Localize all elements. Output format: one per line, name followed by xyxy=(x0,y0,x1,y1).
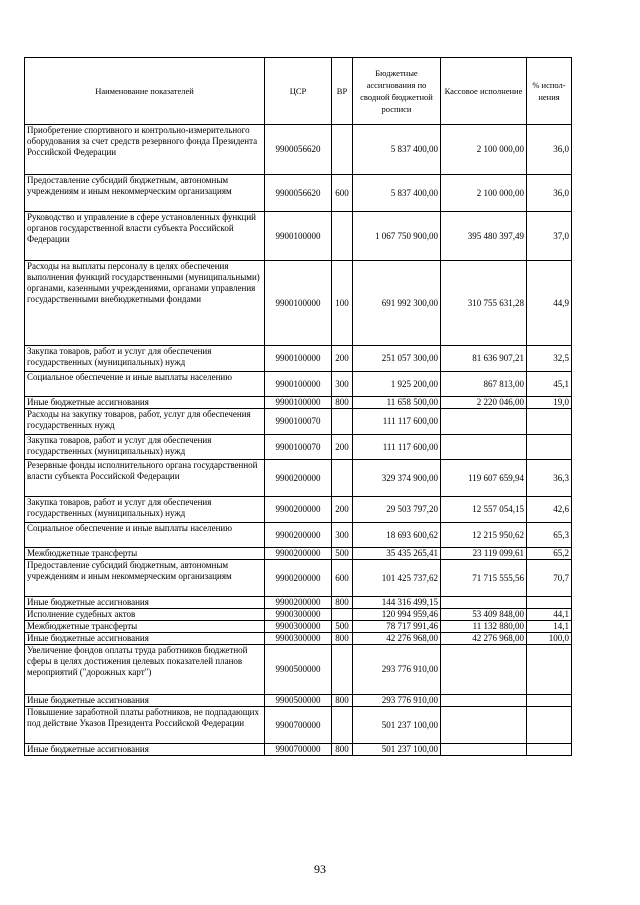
cell-vr: 600 xyxy=(332,175,353,212)
cell-csr: 9900100000 xyxy=(265,397,332,409)
cell-vr: 800 xyxy=(332,397,353,409)
cell-execution: 12 215 950,62 xyxy=(441,523,527,548)
cell-name: Руководство и управление в сфере установленных функций органов государственной власти субъекта Российской Федерации xyxy=(25,212,265,261)
cell-percent: 36,0 xyxy=(527,175,572,212)
cell-vr: 500 xyxy=(332,548,353,560)
cell-name: Резервные фонды исполнительного органа государственной власти субъекта Российской Федерации xyxy=(25,460,265,497)
cell-percent xyxy=(527,645,572,695)
table-row xyxy=(25,744,572,756)
cell-vr: 800 xyxy=(332,695,353,707)
cell-percent xyxy=(527,707,572,744)
cell-name: Расходы на закупку товаров, работ, услуг для обеспечения государственных нужд xyxy=(25,409,265,435)
page-number: 93 xyxy=(314,862,326,876)
cell-execution: 53 409 848,00 xyxy=(441,609,527,621)
cell-name: Предоставление субсидий бюджетным, автономным учреждениям и иным некоммерческим организациям xyxy=(25,560,265,597)
cell-name: Иные бюджетные ассигнования xyxy=(25,397,265,409)
cell-vr xyxy=(332,609,353,621)
cell-percent: 100,0 xyxy=(527,633,572,645)
cell-percent: 36,3 xyxy=(527,460,572,497)
cell-percent: 37,0 xyxy=(527,212,572,261)
cell-percent: 70,7 xyxy=(527,560,572,597)
cell-assignments: 78 717 991,46 xyxy=(353,621,441,633)
cell-assignments: 5 837 400,00 xyxy=(353,125,441,175)
cell-csr: 9900700000 xyxy=(265,707,332,744)
cell-percent xyxy=(527,744,572,756)
cell-assignments: 120 994 959,46 xyxy=(353,609,441,621)
cell-assignments: 501 237 100,00 xyxy=(353,707,441,744)
cell-csr: 9900700000 xyxy=(265,744,332,756)
cell-percent: 65,3 xyxy=(527,523,572,548)
cell-percent: 42,6 xyxy=(527,497,572,523)
cell-name: Исполнение судебных актов xyxy=(25,609,265,621)
table-row xyxy=(25,372,572,397)
cell-csr: 9900056620 xyxy=(265,125,332,175)
cell-vr xyxy=(332,645,353,695)
cell-csr: 9900500000 xyxy=(265,645,332,695)
cell-assignments: 1 067 750 900,00 xyxy=(353,212,441,261)
cell-percent xyxy=(527,695,572,707)
cell-execution: 12 557 054,15 xyxy=(441,497,527,523)
cell-percent xyxy=(527,435,572,460)
header-name: Наименование показателей xyxy=(25,58,265,125)
cell-assignments: 5 837 400,00 xyxy=(353,175,441,212)
table-row xyxy=(25,597,572,609)
table-row xyxy=(25,621,572,633)
cell-name: Увеличение фондов оплаты труда работников бюджетной сферы в целях достижения целевых показателей планов мероприятий ("дорожных карт") xyxy=(25,645,265,695)
cell-vr xyxy=(332,125,353,175)
cell-assignments: 111 117 600,00 xyxy=(353,409,441,435)
cell-vr: 600 xyxy=(332,560,353,597)
header-percent: % испол-нения xyxy=(527,58,572,125)
cell-vr xyxy=(332,707,353,744)
cell-assignments: 293 776 910,00 xyxy=(353,695,441,707)
cell-percent: 44,9 xyxy=(527,261,572,346)
cell-name: Закупка товаров, работ и услуг для обеспечения государственных (муниципальных) нужд xyxy=(25,346,265,372)
table-row xyxy=(25,560,572,597)
cell-execution: 2 100 000,00 xyxy=(441,175,527,212)
cell-assignments: 18 693 600,62 xyxy=(353,523,441,548)
cell-execution: 81 636 907,21 xyxy=(441,346,527,372)
cell-csr: 9900200000 xyxy=(265,560,332,597)
cell-execution xyxy=(441,695,527,707)
cell-name: Иные бюджетные ассигнования xyxy=(25,597,265,609)
cell-execution: 395 480 397,49 xyxy=(441,212,527,261)
cell-execution: 23 119 099,61 xyxy=(441,548,527,560)
header-csr: ЦСР xyxy=(265,58,332,125)
table-row xyxy=(25,695,572,707)
cell-csr: 9900200000 xyxy=(265,497,332,523)
cell-name: Социальное обеспечение и иные выплаты населению xyxy=(25,523,265,548)
cell-name: Иные бюджетные ассигнования xyxy=(25,633,265,645)
cell-csr: 9900100000 xyxy=(265,346,332,372)
cell-csr: 9900100000 xyxy=(265,372,332,397)
budget-execution-table xyxy=(24,57,572,756)
cell-execution xyxy=(441,707,527,744)
cell-vr: 200 xyxy=(332,497,353,523)
cell-vr: 200 xyxy=(332,435,353,460)
cell-execution: 310 755 631,28 xyxy=(441,261,527,346)
table-row xyxy=(25,497,572,523)
cell-percent xyxy=(527,597,572,609)
cell-assignments: 501 237 100,00 xyxy=(353,744,441,756)
cell-assignments: 293 776 910,00 xyxy=(353,645,441,695)
table-row xyxy=(25,409,572,435)
table-row xyxy=(25,435,572,460)
cell-vr: 100 xyxy=(332,261,353,346)
cell-execution xyxy=(441,597,527,609)
table-row xyxy=(25,645,572,695)
cell-csr: 9900056620 xyxy=(265,175,332,212)
cell-assignments: 35 435 265,41 xyxy=(353,548,441,560)
cell-csr: 9900200000 xyxy=(265,460,332,497)
cell-assignments: 1 925 200,00 xyxy=(353,372,441,397)
cell-assignments: 251 057 300,00 xyxy=(353,346,441,372)
cell-name: Приобретение спортивного и контрольно-измерительного оборудования за счет средств резервного фонда Президента Российской Федерации xyxy=(25,125,265,175)
cell-vr xyxy=(332,409,353,435)
cell-execution: 71 715 555,56 xyxy=(441,560,527,597)
cell-name: Иные бюджетные ассигнования xyxy=(25,744,265,756)
cell-name: Межбюджетные трансферты xyxy=(25,548,265,560)
cell-assignments: 111 117 600,00 xyxy=(353,435,441,460)
cell-vr: 800 xyxy=(332,633,353,645)
table-row xyxy=(25,707,572,744)
cell-execution: 867 813,00 xyxy=(441,372,527,397)
cell-csr: 9900200000 xyxy=(265,548,332,560)
cell-csr: 9900100000 xyxy=(265,261,332,346)
cell-assignments: 691 992 300,00 xyxy=(353,261,441,346)
cell-csr: 9900200000 xyxy=(265,597,332,609)
cell-percent xyxy=(527,409,572,435)
cell-percent: 14,1 xyxy=(527,621,572,633)
cell-execution xyxy=(441,435,527,460)
cell-name: Повышение заработной платы работников, не подпадающих под действие Указов Президента Российской Федерации xyxy=(25,707,265,744)
cell-name: Межбюджетные трансферты xyxy=(25,621,265,633)
cell-name: Расходы на выплаты персоналу в целях обеспечения выполнения функций государственными (муниципальными) органами, казенными учреждениями, органами управления государственными внебюджетными фондами xyxy=(25,261,265,346)
cell-vr xyxy=(332,212,353,261)
cell-percent: 65,2 xyxy=(527,548,572,560)
cell-assignments: 42 276 968,00 xyxy=(353,633,441,645)
cell-percent: 45,1 xyxy=(527,372,572,397)
cell-execution: 11 132 880,00 xyxy=(441,621,527,633)
cell-percent: 36,0 xyxy=(527,125,572,175)
cell-vr: 300 xyxy=(332,372,353,397)
table-row xyxy=(25,212,572,261)
cell-assignments: 329 374 900,00 xyxy=(353,460,441,497)
cell-vr: 800 xyxy=(332,744,353,756)
cell-csr: 9900200000 xyxy=(265,523,332,548)
cell-execution xyxy=(441,645,527,695)
table-row xyxy=(25,346,572,372)
cell-assignments: 101 425 737,62 xyxy=(353,560,441,597)
table-row xyxy=(25,548,572,560)
table-row xyxy=(25,125,572,175)
cell-execution xyxy=(441,744,527,756)
table-row xyxy=(25,460,572,497)
cell-assignments: 11 658 500,00 xyxy=(353,397,441,409)
cell-csr: 9900100000 xyxy=(265,212,332,261)
cell-assignments: 144 316 499,15 xyxy=(353,597,441,609)
cell-execution: 119 607 659,94 xyxy=(441,460,527,497)
cell-vr: 500 xyxy=(332,621,353,633)
header-vr: ВР xyxy=(332,58,353,125)
table-row xyxy=(25,175,572,212)
table-row xyxy=(25,609,572,621)
cell-percent: 32,5 xyxy=(527,346,572,372)
cell-name: Закупка товаров, работ и услуг для обеспечения государственных (муниципальных) нужд xyxy=(25,497,265,523)
table-row xyxy=(25,633,572,645)
cell-name: Закупка товаров, работ и услуг для обеспечения государственных (муниципальных) нужд xyxy=(25,435,265,460)
table-row xyxy=(25,397,572,409)
cell-percent: 44,1 xyxy=(527,609,572,621)
cell-name: Иные бюджетные ассигнования xyxy=(25,695,265,707)
table-row xyxy=(25,523,572,548)
cell-csr: 9900500000 xyxy=(265,695,332,707)
cell-percent: 19,0 xyxy=(527,397,572,409)
cell-csr: 9900300000 xyxy=(265,621,332,633)
cell-csr: 9900100070 xyxy=(265,409,332,435)
cell-name: Предоставление субсидий бюджетным, автономным учреждениям и иным некоммерческим организациям xyxy=(25,175,265,212)
header-assignments: Бюджетные ассигнования по сводной бюджетной росписи xyxy=(353,58,441,125)
cell-execution: 2 220 046,00 xyxy=(441,397,527,409)
cell-assignments: 29 503 797,20 xyxy=(353,497,441,523)
cell-name: Социальное обеспечение и иные выплаты населению xyxy=(25,372,265,397)
cell-vr xyxy=(332,460,353,497)
cell-vr: 800 xyxy=(332,597,353,609)
cell-vr: 200 xyxy=(332,346,353,372)
cell-execution xyxy=(441,409,527,435)
cell-execution: 42 276 968,00 xyxy=(441,633,527,645)
header-execution: Кассовое исполнение xyxy=(441,58,527,125)
table-row xyxy=(25,261,572,346)
cell-vr: 300 xyxy=(332,523,353,548)
cell-execution: 2 100 000,00 xyxy=(441,125,527,175)
cell-csr: 9900100070 xyxy=(265,435,332,460)
cell-csr: 9900300000 xyxy=(265,633,332,645)
table-header-row xyxy=(25,58,572,125)
cell-csr: 9900300000 xyxy=(265,609,332,621)
